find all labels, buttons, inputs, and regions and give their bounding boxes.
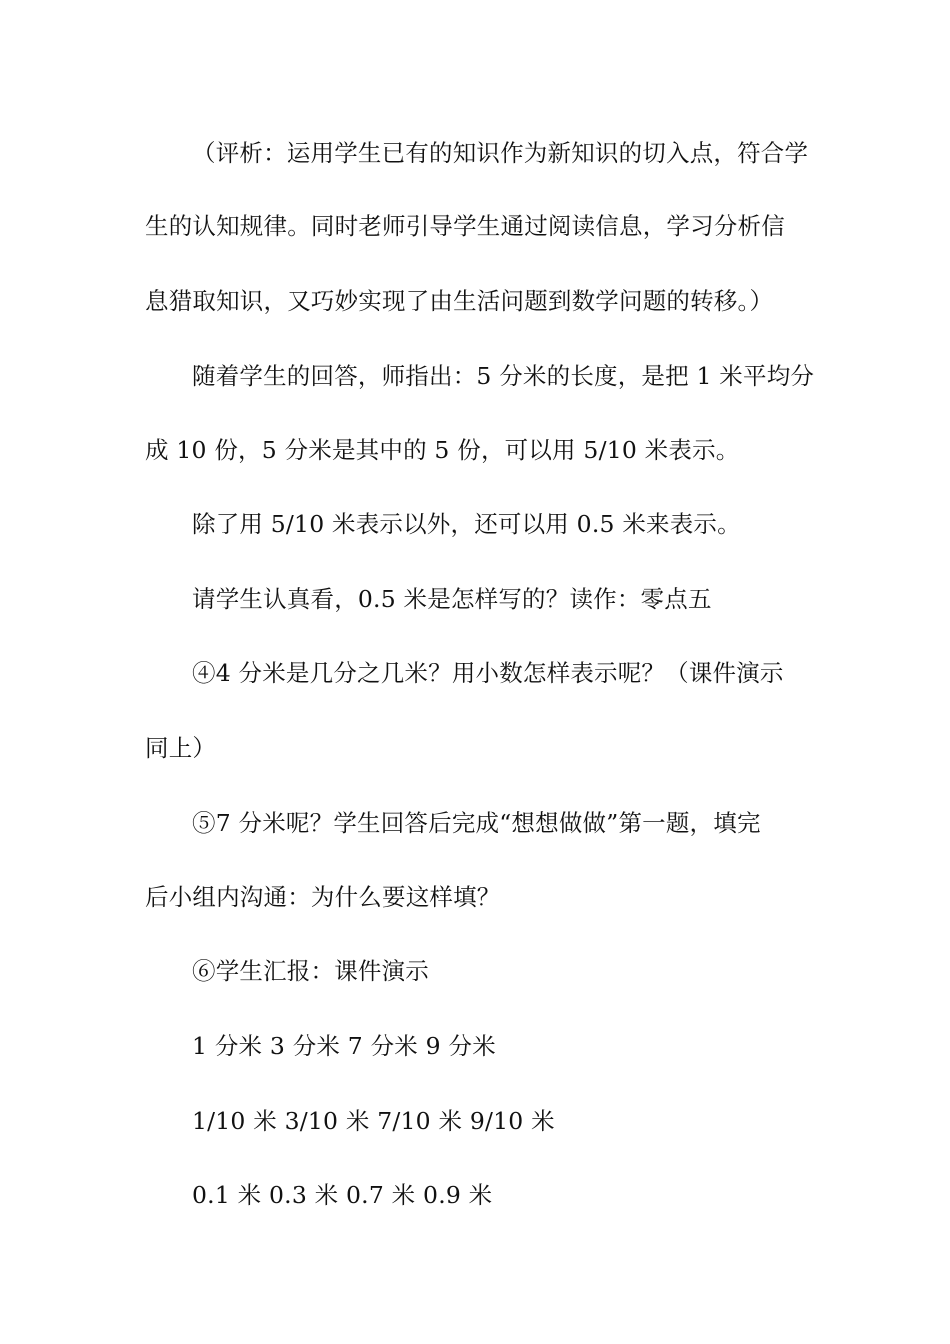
paragraph-line: 息猎取知识，又巧妙实现了由生活问题到数学问题的转移。） xyxy=(145,287,774,315)
paragraph-line: 除了用 5/10 米表示以外，还可以用 0.5 米来表示。 xyxy=(192,510,741,538)
paragraph-line: 请学生认真看，0.5 米是怎样写的？读作：零点五 xyxy=(192,585,712,613)
paragraph-line: 后小组内沟通：为什么要这样填？ xyxy=(145,883,501,911)
paragraph-line: ⑥学生汇报：课件演示 xyxy=(192,957,429,985)
paragraph-line: 随着学生的回答，师指出：5 分米的长度，是把 1 米平均分 xyxy=(192,362,815,390)
paragraph-line: 1 分米 3 分米 7 分米 9 分米 xyxy=(192,1032,496,1060)
paragraph-line: 生的认知规律。同时老师引导学生通过阅读信息，学习分析信 xyxy=(145,212,785,240)
paragraph-line: 1/10 米 3/10 米 7/10 米 9/10 米 xyxy=(192,1107,555,1135)
paragraph-line: ④4 分米是几分之几米？用小数怎样表示呢？（课件演示 xyxy=(192,659,784,687)
paragraph-line: ⑤7 分米呢？学生回答后完成“想想做做”第一题，填完 xyxy=(192,809,761,837)
paragraph-line: 成 10 份，5 分米是其中的 5 份，可以用 5/10 米表示。 xyxy=(145,436,740,464)
paragraph-line: （评析：运用学生已有的知识作为新知识的切入点，符合学 xyxy=(192,139,809,167)
paragraph-line: 同上） xyxy=(145,734,217,762)
paragraph-line: 0.1 米 0.3 米 0.7 米 0.9 米 xyxy=(192,1181,493,1209)
